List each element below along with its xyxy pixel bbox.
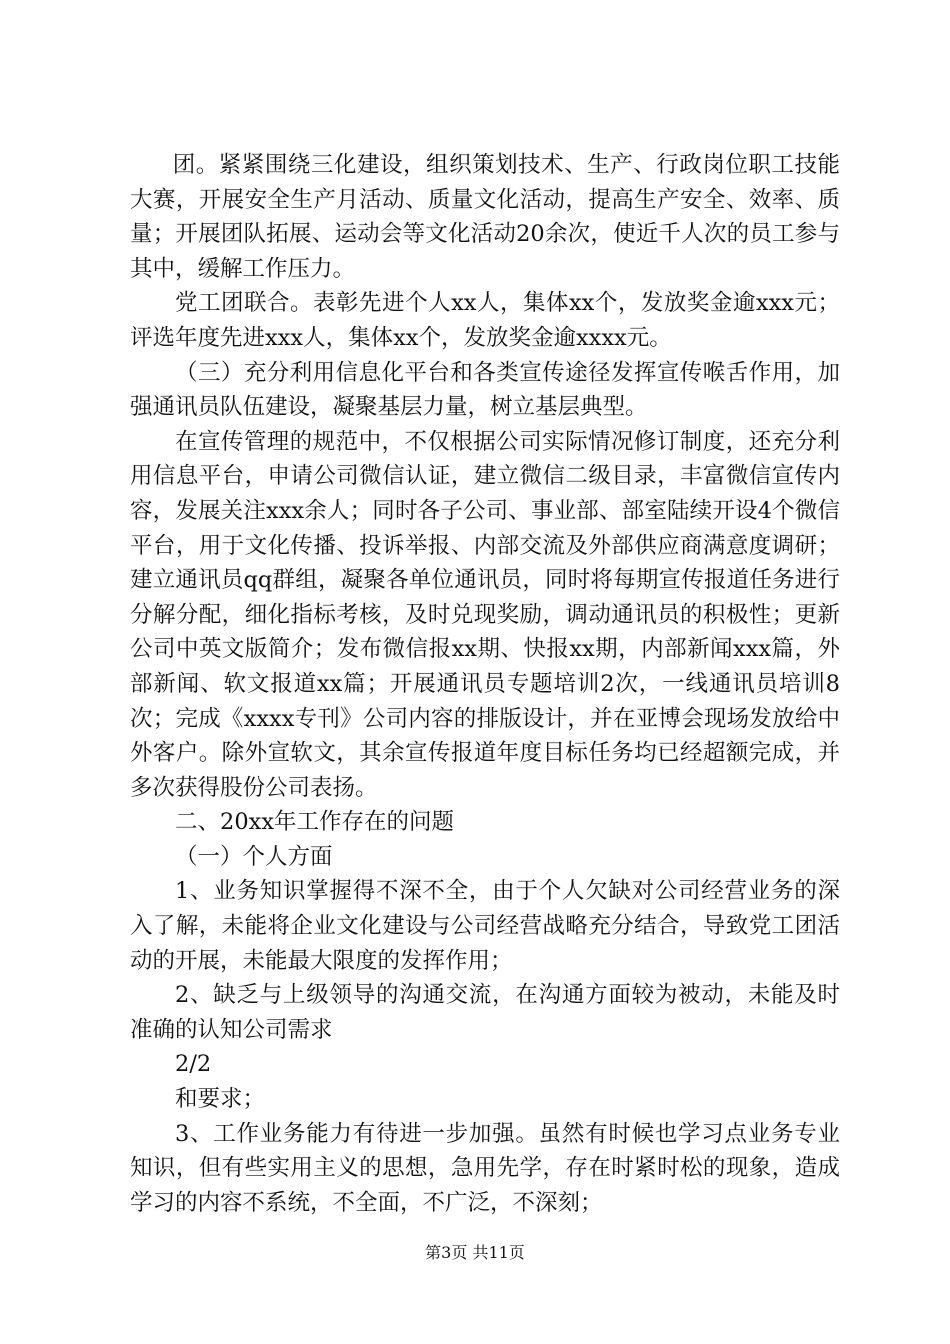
- paragraph-publicity: 在宣传管理的规范中，不仅根据公司实际情况修订制度，还充分利用信息平台，申请公司微信认证，建立微信二级目录，丰富微信宣传内容，发展关注xxx余人；同时各子公司、事业部、部室陆续开设4个微信平台，用于文化传播、投诉举报、内部交流及外部供应商满意度调研；建立通讯员qq群组，凝聚各单位通讯员，同时将每期宣传报道任务进行分解分配，细化指标考核，及时兑现奖励，调动通讯员的积极性；更新公司中英文版简介；发布微信报xx期、快报xx期，内部新闻xxx篇，外部新闻、软文报道xx篇；开展通讯员专题培训2次，一线通讯员培训8次；完成《xxxx专刊》公司内容的排版设计，并在亚博会现场发放给中外客户。除外宣软文，其余宣传报道年度目标任务均已经超额完成，并多次获得股份公司表扬。: [130, 428, 840, 801]
- paragraph-continuation: 团。紧紧围绕三化建设，组织策划技术、生产、行政岗位职工技能大赛，开展安全生产月活动、质量文化活动，提高生产安全、效率、质量；开展团队拓展、运动会等文化活动20余次，使近千人次的员工参与其中，缓解工作压力。: [130, 152, 840, 282]
- list-item-2-continuation: 和要求；: [175, 1086, 266, 1113]
- subsection-heading-personal: （一）个人方面: [175, 843, 333, 870]
- paragraph-awards: 党工团联合。表彰先进个人xx人，集体xx个，发放奖金逾xxx元；评选年度先进xxx人，集体xx个，发放奖金逾xxxx元。: [130, 290, 840, 351]
- page-footer: 第3页 共11页: [425, 1243, 525, 1262]
- list-item-3: 3、工作业务能力有待进一步加强。虽然有时候也学习点业务专业知识，但有些实用主义的思想，急用先学，存在时紧时松的现象，造成学习的内容不系统，不全面，不广泛，不深刻；: [130, 1120, 840, 1216]
- list-item-2: 2、缺乏与上级领导的沟通交流，在沟通方面较为被动，未能及时准确的认知公司需求: [130, 982, 840, 1043]
- inline-page-marker: 2/2: [175, 1051, 212, 1078]
- document-body: [130, 148, 840, 1220]
- section-heading-3: （三）充分利用信息化平台和各类宣传途径发挥宣传喉舌作用，加强通讯员队伍建设，凝聚基层力量，树立基层典型。: [130, 359, 840, 421]
- section-heading-problems: 二、20xx年工作存在的问题: [175, 809, 455, 836]
- list-item-1: 1、业务知识掌握得不深不全，由于个人欠缺对公司经营业务的深入了解，未能将企业文化建设与公司经营战略充分结合，导致党工团活动的开展，未能最大限度的发挥作用；: [130, 878, 840, 974]
